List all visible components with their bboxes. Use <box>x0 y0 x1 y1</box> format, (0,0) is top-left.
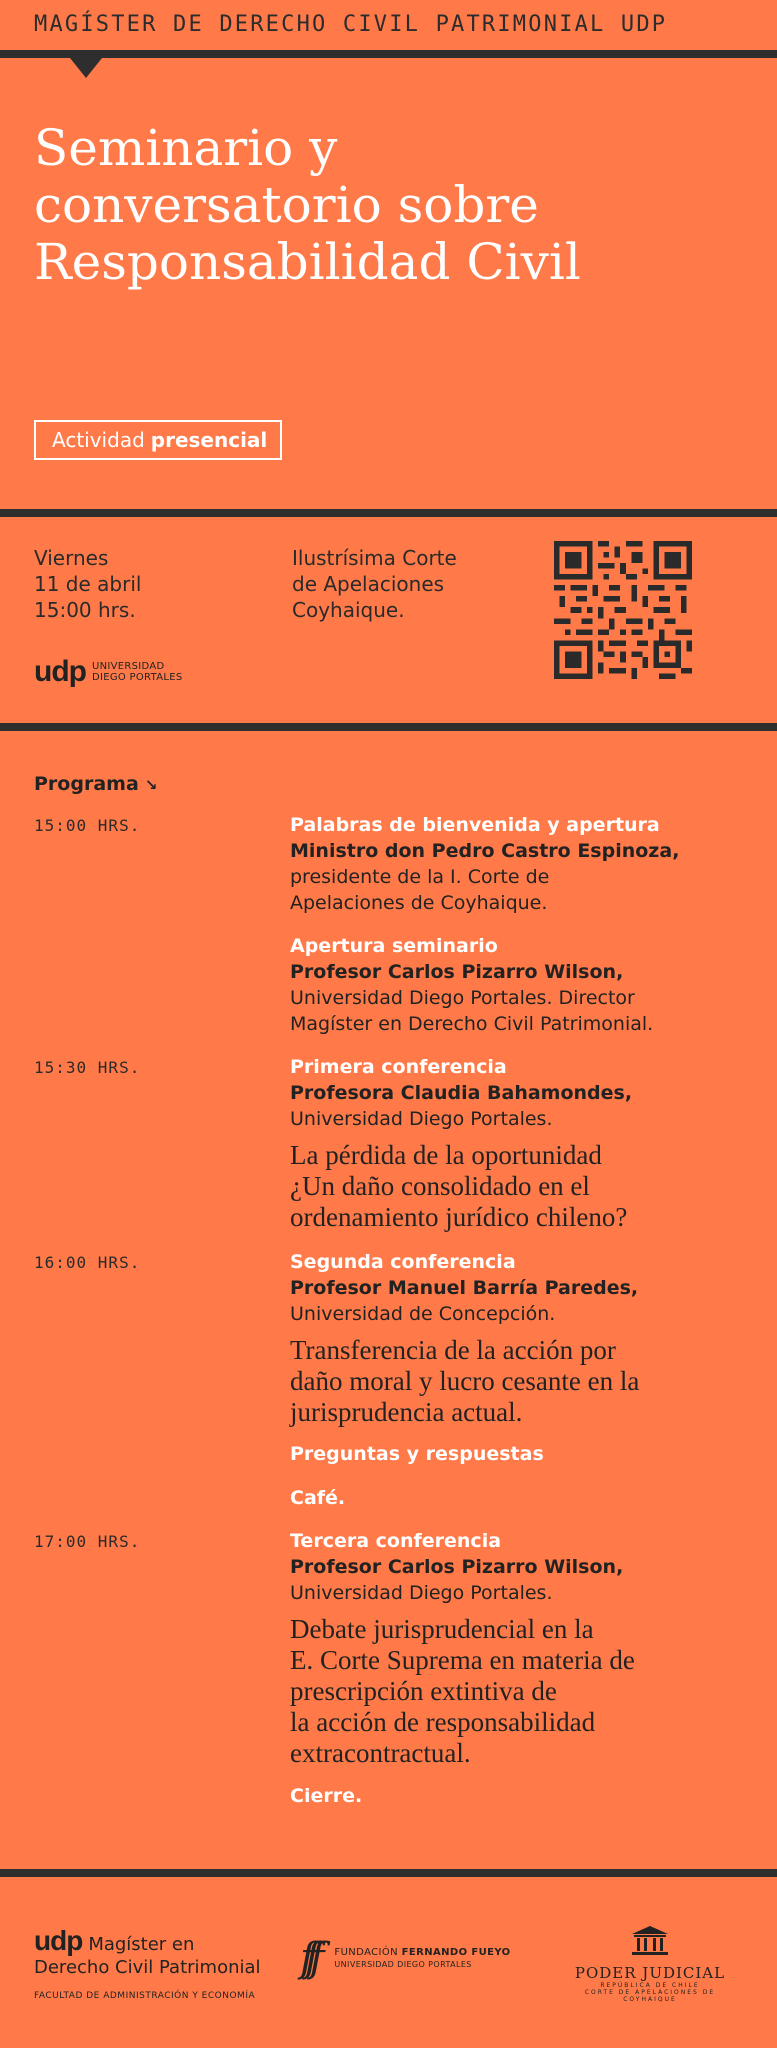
date-line: Viernes <box>34 546 109 570</box>
program-item <box>290 812 760 916</box>
event-title-line: Responsabilidad Civil <box>34 233 581 291</box>
program-heading <box>34 773 157 795</box>
item-affiliation: Magíster en Derecho Civil Patrimonial. <box>290 1013 654 1035</box>
faculty-name: FACULTAD DE ADMINISTRACIÓN Y ECONOMÍA <box>34 1991 256 2001</box>
item-affiliation: Universidad Diego Portales. <box>290 1582 553 1604</box>
program-item-closing: Cierre. <box>290 1785 363 1807</box>
fundacion-prefix: FUNDACIÓN <box>334 1947 399 1958</box>
event-title-line: Seminario y <box>34 119 338 177</box>
program-item-qa: Preguntas y respuestas <box>290 1443 544 1465</box>
talk-title: jurisprudencia actual. <box>290 1397 523 1427</box>
udp-sub-line: UNIVERSIDAD <box>91 661 165 672</box>
arrow-down-right-icon: ↘ <box>144 776 158 794</box>
program-item <box>290 933 760 1037</box>
udp-magister-logo <box>34 1925 261 2001</box>
item-affiliation: Universidad Diego Portales. Director <box>290 987 635 1009</box>
time-label: 17:00 HRS. <box>34 1532 141 1551</box>
program-heading-label: Programa <box>34 773 139 795</box>
item-speaker: Profesora Claudia Bahamondes, <box>290 1082 633 1104</box>
item-speaker: Ministro don Pedro Castro Espinoza, <box>290 840 680 862</box>
header-title: MAGÍSTER DE DERECHO CIVIL PATRIMONIAL UDP <box>34 12 668 37</box>
udp-sub-line: DIEGO PORTALES <box>91 672 183 683</box>
program-item-coffee: Café. <box>290 1487 346 1509</box>
item-speaker: Profesor Carlos Pizarro Wilson, <box>290 1556 624 1578</box>
fundacion-name <box>334 1947 510 1958</box>
item-affiliation: Universidad de Concepción. <box>290 1303 556 1325</box>
program-item <box>290 1249 760 1428</box>
date-line: 15:00 hrs. <box>34 598 136 622</box>
poder-judicial-court: CORTE DE APELACIONES DE COYHAIQUE <box>584 1989 716 2003</box>
venue-line: Coyhaique. <box>292 598 405 622</box>
section-rule <box>0 723 777 731</box>
event-venue <box>292 545 457 623</box>
date-line: 11 de abril <box>34 572 142 596</box>
footer-rule <box>0 1869 777 1877</box>
badge-label-bold: presencial <box>150 428 268 452</box>
talk-title: Debate jurisprudencial en la <box>290 1614 594 1644</box>
badge-label: Actividad <box>52 428 145 452</box>
time-label: 15:30 HRS. <box>34 1058 141 1077</box>
item-speaker: Profesor Manuel Barría Paredes, <box>290 1277 639 1299</box>
fundacion-name-bold: FERNANDO FUEYO <box>401 1947 511 1958</box>
talk-title: la acción de responsabilidad <box>290 1707 596 1737</box>
program-item <box>290 1054 760 1233</box>
talk-title: prescripción extintiva de <box>290 1676 557 1706</box>
item-speaker: Profesor Carlos Pizarro Wilson, <box>290 961 624 983</box>
poder-judicial-subtitle: REPÚBLICA DE CHILE <box>600 1982 700 1989</box>
venue-line: de Apelaciones <box>292 572 445 596</box>
item-heading: Palabras de bienvenida y apertura <box>290 814 660 836</box>
poder-judicial-title: PODER JUDICIAL <box>574 1964 726 1982</box>
event-title <box>34 120 734 291</box>
time-label: 15:00 HRS. <box>34 816 141 835</box>
poder-judicial-logo <box>570 1924 730 2003</box>
talk-title: E. Corte Suprema en materia de <box>290 1645 635 1675</box>
talk-title: ordenamiento jurídico chileno? <box>290 1202 628 1232</box>
udp-logo-subtitle <box>92 661 183 683</box>
udp-wordmark: udp <box>34 1925 83 1956</box>
item-heading: Primera conferencia <box>290 1056 507 1078</box>
header-rule <box>0 50 777 58</box>
modality-badge <box>34 420 282 460</box>
talk-title: La pérdida de la oportunidad <box>290 1140 602 1170</box>
courthouse-icon <box>628 1924 672 1958</box>
item-affiliation: Apelaciones de Coyhaique. <box>290 892 548 914</box>
venue-line: Ilustrísima Corte <box>292 546 457 570</box>
fundacion-subtitle: UNIVERSIDAD DIEGO PORTALES <box>334 1960 472 1969</box>
item-heading: Segunda conferencia <box>290 1251 516 1273</box>
talk-title: extracontractual. <box>290 1738 471 1768</box>
udp-wordmark: udp <box>34 655 86 688</box>
event-title-line: conversatorio sobre <box>34 176 539 234</box>
magister-program-name: Derecho Civil Patrimonial <box>34 1957 261 1978</box>
magister-line: Magíster en <box>88 1934 195 1955</box>
event-date <box>34 545 141 623</box>
udp-logo <box>34 655 182 689</box>
fff-monogram-icon: fff <box>300 1935 315 1981</box>
fundacion-fueyo-logo <box>300 1935 511 1981</box>
item-heading: Apertura seminario <box>290 935 498 957</box>
item-affiliation: presidente de la I. Corte de <box>290 866 550 888</box>
talk-title: daño moral y lucro cesante en la <box>290 1366 640 1396</box>
talk-title: Transferencia de la acción por <box>290 1335 616 1365</box>
item-heading: Tercera conferencia <box>290 1530 502 1552</box>
item-affiliation: Universidad Diego Portales. <box>290 1108 553 1130</box>
section-rule <box>0 509 777 517</box>
talk-title: ¿Un daño consolidado en el <box>290 1171 590 1201</box>
qr-code[interactable] <box>554 541 692 679</box>
program-item <box>290 1528 760 1769</box>
header-notch <box>70 58 102 78</box>
time-label: 16:00 HRS. <box>34 1253 141 1272</box>
